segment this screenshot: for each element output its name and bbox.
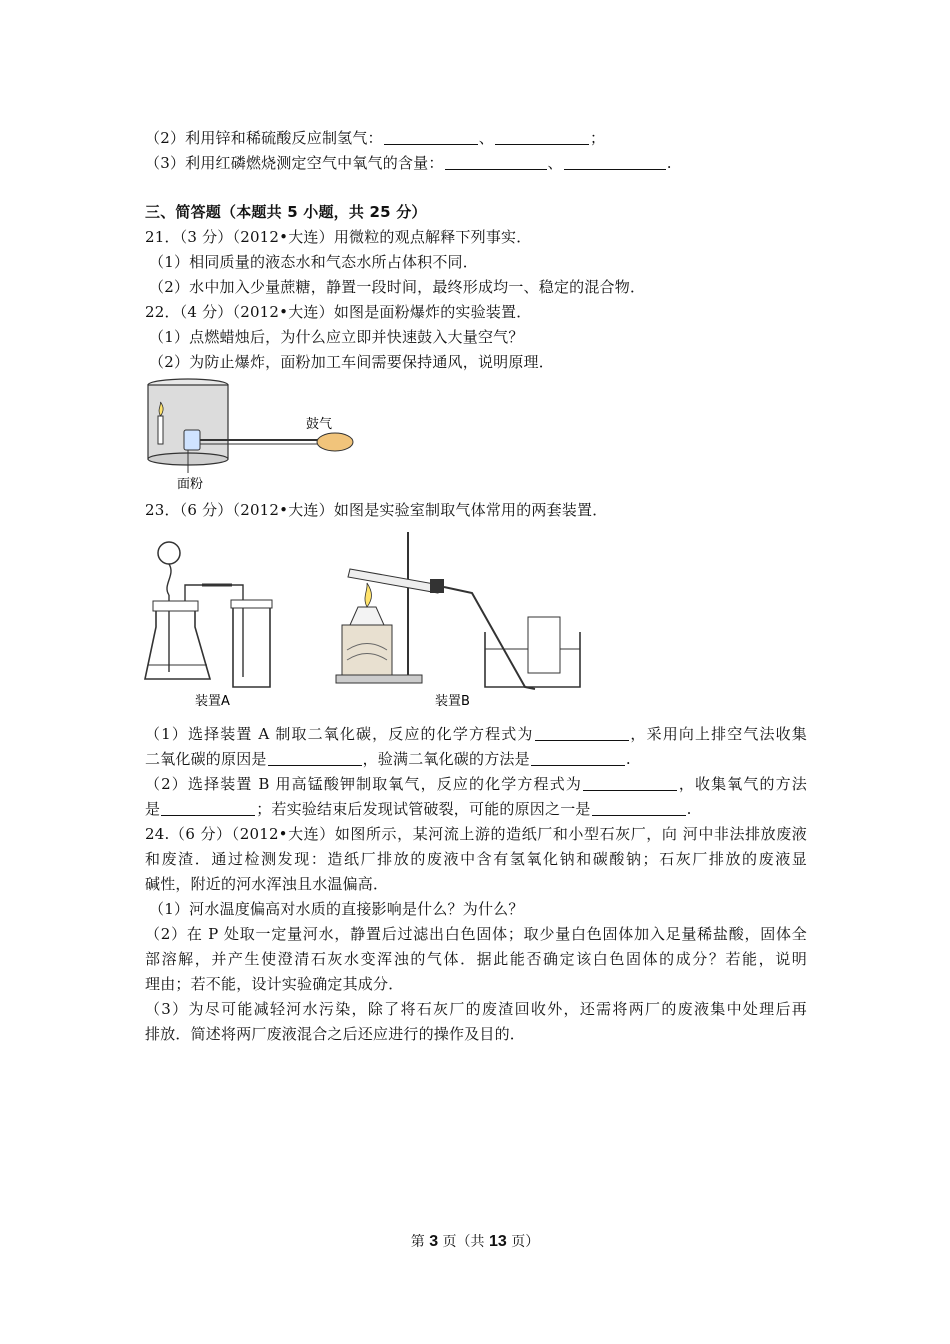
q24-line: 部溶解，并产生使澄清石灰水变浑浊的气体．据此能否确定该白色固体的成分？若能，说明 [145, 950, 807, 968]
alcohol-lamp [350, 607, 384, 625]
fill-line-oxygen: （3）利用红磷燃烧测定空气中氧气的含量： 、 . [145, 154, 672, 172]
test-tube [348, 569, 440, 593]
page-number: 3 [429, 1233, 439, 1250]
q24-part1: （1）河水温度偏高对水质的直接影响是什么？为什么？ [149, 900, 524, 918]
flour-explosion-figure [140, 376, 360, 494]
label-b: 装置B [435, 694, 470, 709]
q24-line: 碱性，附近的河水浑浊且水温偏高． [145, 875, 389, 893]
apparatus-b [336, 532, 580, 709]
q21-stem: 21．（3 分）（2012•大连）用微粒的观点解释下列事实． [145, 228, 532, 246]
funnel-bulb [158, 542, 180, 564]
answer-blank[interactable] [583, 776, 677, 791]
q23-part1-line2: 二氧化碳的原因是 ，验满二氧化碳的方法是 . [145, 750, 631, 768]
stand-base [336, 675, 422, 683]
apparatus-a [145, 542, 272, 709]
answer-blank[interactable] [268, 751, 362, 766]
answer-blank[interactable] [592, 801, 686, 816]
clamp [430, 579, 444, 593]
page-total: 13 [489, 1233, 507, 1250]
q21-part2: （2）水中加入少量蔗糖，静置一段时间，最终形成均一、稳定的混合物． [149, 278, 646, 296]
answer-blank[interactable] [384, 130, 478, 145]
q24-line: 排放．简述将两厂废液混合之后还应进行的操作及目的． [145, 1025, 526, 1043]
label-a: 装置A [195, 694, 230, 709]
q23-part2-line2: 是 ；若实验结束后发现试管破裂，可能的原因之一是 . [145, 800, 692, 818]
q23-part1-line1: （1）选择装置 A 制取二氧化碳，反应的化学方程式为 ，采用向上排空气法收集 [145, 725, 807, 743]
q23-part2-line1: （2）选择装置 B 用高锰酸钾制取氧气，反应的化学方程式为 ，收集氧气的方法 [145, 775, 807, 793]
delivery-tube [444, 587, 535, 689]
answer-blank[interactable] [564, 155, 666, 170]
rubber-bulb [317, 433, 353, 451]
q24-line: 理由；若不能，设计实验确定其成分． [145, 975, 404, 993]
q23-stem: 23．（6 分）（2012•大连）如图是实验室制取气体常用的两套装置． [145, 501, 608, 519]
section-heading: 三、简答题（本题共 5 小题，共 25 分） [145, 203, 427, 221]
answer-blank[interactable] [161, 801, 255, 816]
flame-icon [365, 583, 372, 607]
stopper [153, 601, 198, 611]
candle [158, 416, 163, 444]
q22-part1: （1）点燃蜡烛后，为什么应立即并快速鼓入大量空气？ [149, 328, 524, 346]
answer-blank[interactable] [445, 155, 547, 170]
answer-blank[interactable] [535, 726, 629, 741]
conical-flask [145, 607, 210, 679]
q24-line: 和废渣．通过检测发现：造纸厂排放的废液中含有氢氧化钠和碳酸钠；石灰厂排放的废液显 [145, 850, 807, 868]
q21-part1: （1）相同质量的液态水和气态水所占体积不同． [149, 253, 478, 271]
q22-stem: 22．（4 分）（2012•大连）如图是面粉爆炸的实验装置． [145, 303, 532, 321]
answer-blank[interactable] [531, 751, 625, 766]
q24-part3: （3）为尽可能减轻河水污染，除了将石灰厂的废渣回收外，还需将两厂的废液集中处理后再 [145, 1000, 807, 1018]
flour-label: 面粉 [177, 477, 204, 492]
q24-part2: （2）在 P 处取一定量河水，静置后过滤出白色固体；取少量白色固体加入足量稀盐酸，固体全 [145, 925, 807, 943]
q24-line: 24.（6 分）（2012•大连）如图所示，某河流上游的造纸厂和小型石灰厂，向 河中非法排放废液 [145, 825, 807, 843]
fill-line-hydrogen: （2）利用锌和稀硫酸反应制氢气： 、 ； [145, 129, 606, 147]
page-footer: 第 3 页（共 13 页） [410, 1233, 540, 1250]
wood-block [342, 625, 392, 675]
gas-bottle [233, 607, 270, 687]
collecting-bottle [528, 617, 560, 673]
air-label: 鼓气 [306, 417, 333, 432]
flour-cup [184, 430, 200, 450]
gas-apparatus-figure [140, 527, 590, 712]
q22-part2: （2）为防止爆炸，面粉加工车间需要保持通风，说明原理． [149, 353, 554, 371]
answer-blank[interactable] [495, 130, 589, 145]
